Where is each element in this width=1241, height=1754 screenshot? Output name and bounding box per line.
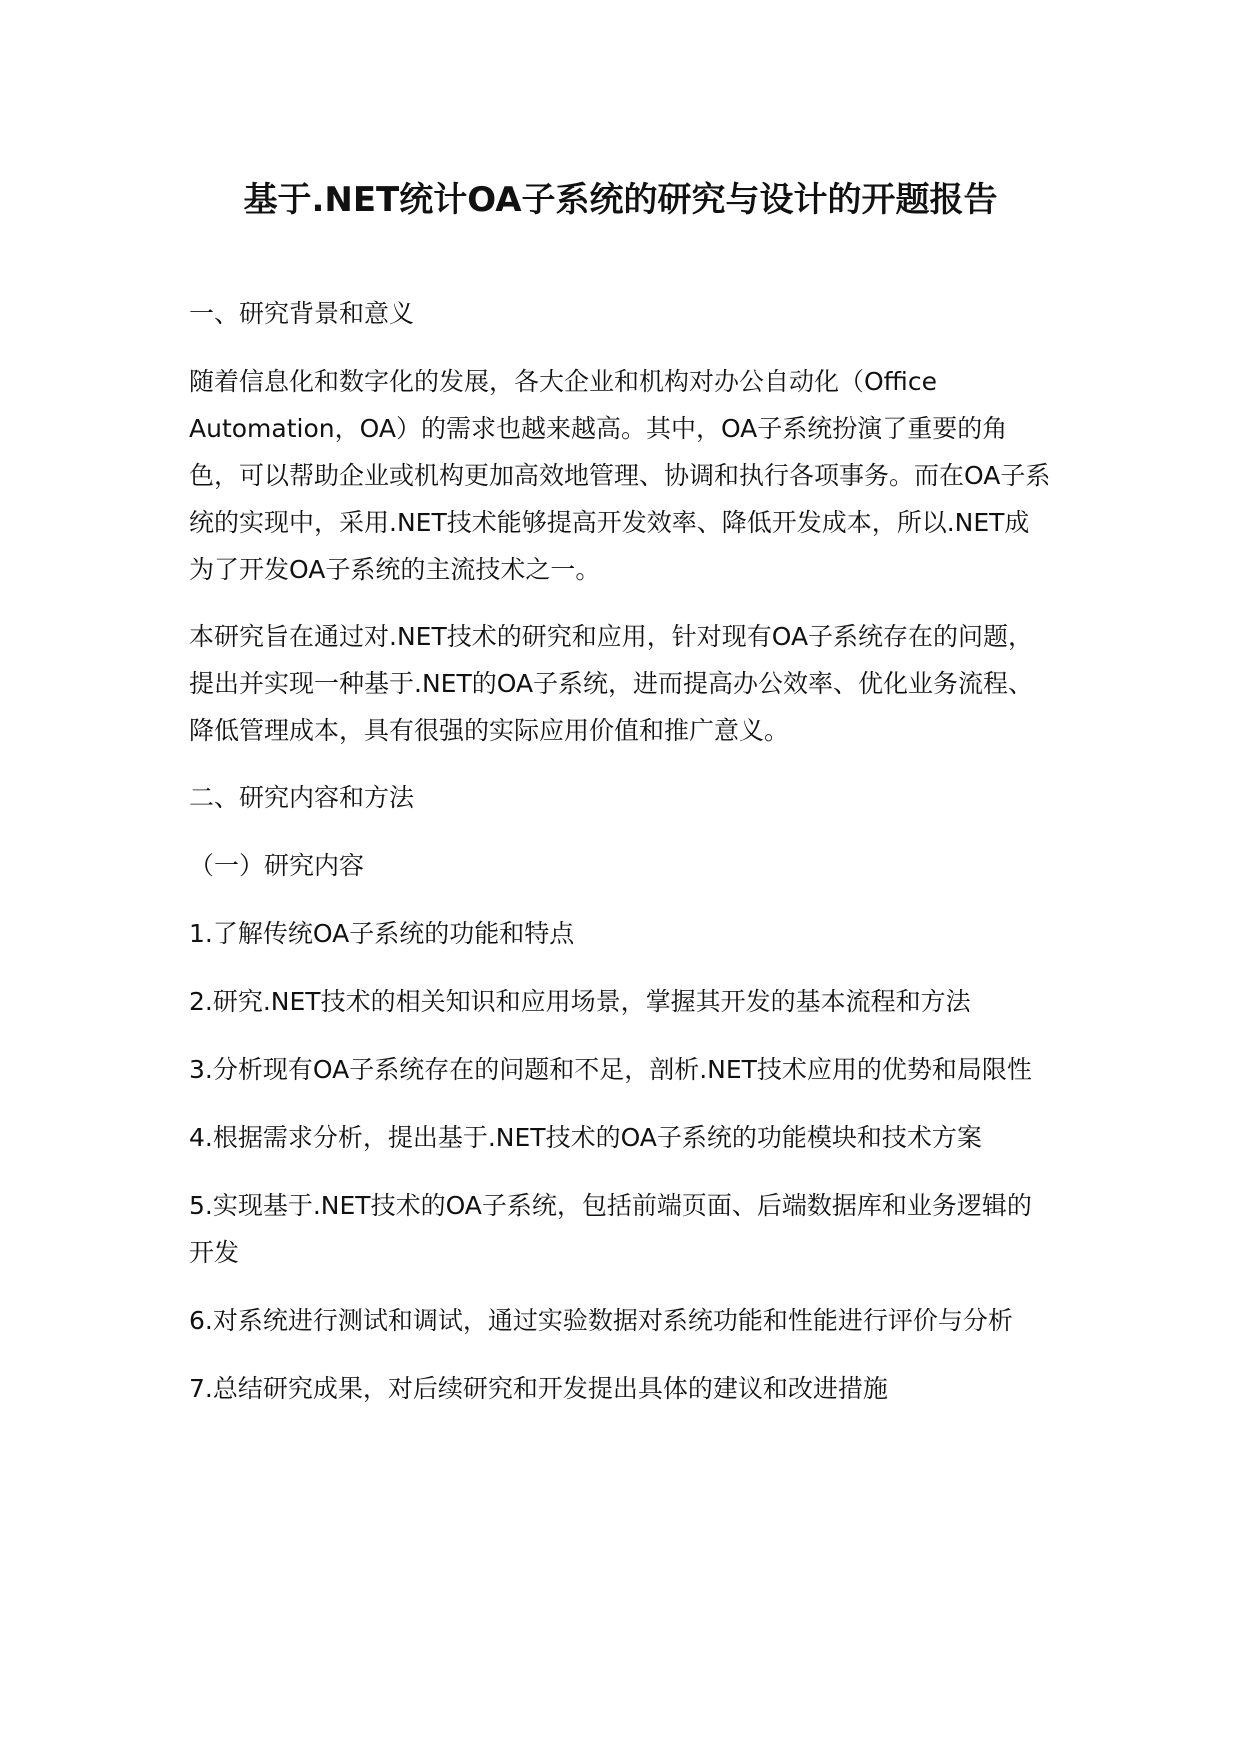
list-item: 5.实现基于.NET技术的OA子系统，包括前端页面、后端数据库和业务逻辑的开发 — [189, 1191, 1032, 1267]
list-item: 4.根据需求分析，提出基于.NET技术的OA子系统的功能模块和技术方案 — [189, 1123, 982, 1152]
document-body — [189, 290, 1052, 1433]
paragraph-purpose: 本研究旨在通过对.NET技术的研究和应用，针对现有OA子系统存在的问题，提出并实现一种基于.NET的OA子系统，进而提高办公效率、优化业务流程、降低管理成本，具有很强的实际应用价值和推广意义。 — [189, 622, 1034, 745]
list-item: 3.分析现有OA子系统存在的问题和不足，剖析.NET技术应用的优势和局限性 — [189, 1055, 1032, 1084]
section-heading-content-method: 二、研究内容和方法 — [189, 783, 415, 812]
list-item: 2.研究.NET技术的相关知识和应用场景，掌握其开发的基本流程和方法 — [189, 987, 971, 1016]
paragraph-background: 随着信息化和数字化的发展，各大企业和机构对办公自动化（Office Automation，OA）的需求也越来越高。其中，OA子系统扮演了重要的角色，可以帮助企业或机构更加高效地管理、协调和执行各项事务。而在OA子系统的实现中，采用.NET技术能够提高开发效率、降低开发成本，所以.NET成为了开发OA子系统的主流技术之一。 — [189, 367, 1051, 584]
list-item: 7.总结研究成果，对后续研究和开发提出具体的建议和改进措施 — [189, 1374, 888, 1403]
document-title: 基于.NET统计OA子系统的研究与设计的开题报告 — [243, 180, 998, 220]
list-item: 1.了解传统OA子系统的功能和特点 — [189, 919, 575, 948]
section-heading-background: 一、研究背景和意义 — [189, 299, 415, 328]
subheading-research-content: （一）研究内容 — [189, 851, 365, 880]
list-item: 6.对系统进行测试和调试，通过实验数据对系统功能和性能进行评价与分析 — [189, 1306, 1013, 1335]
